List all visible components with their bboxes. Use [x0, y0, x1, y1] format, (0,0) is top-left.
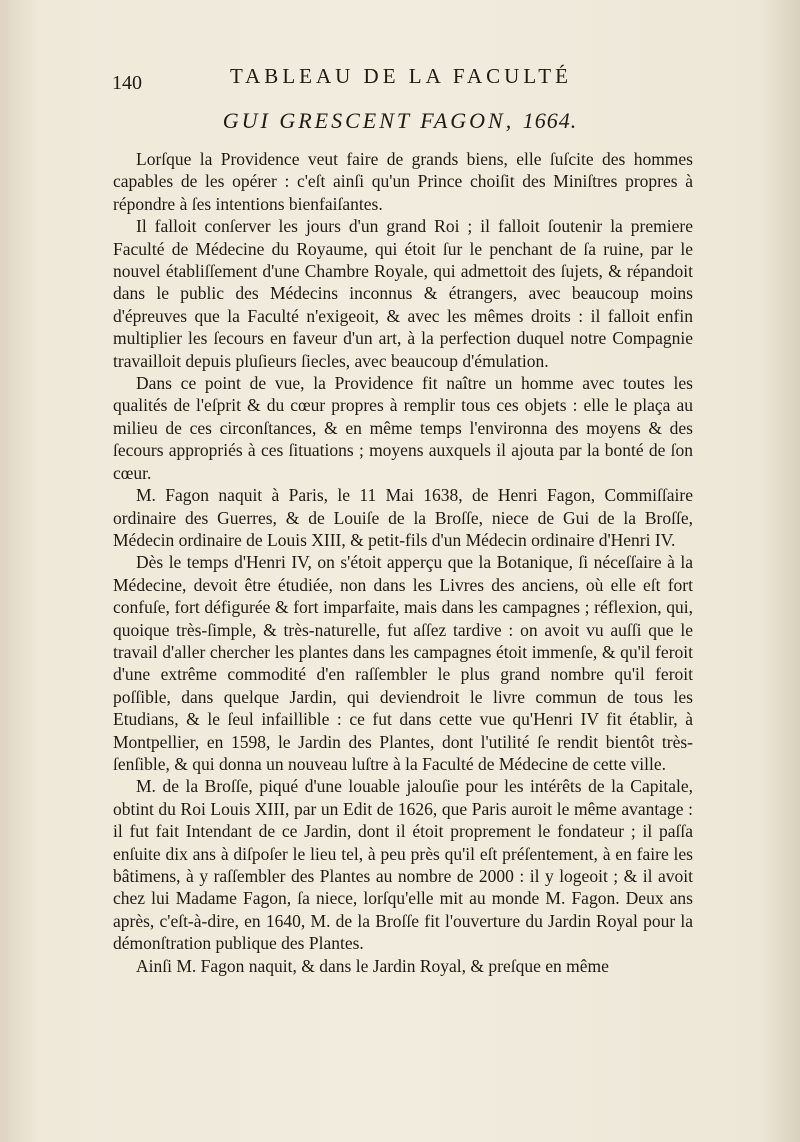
section-title — [0, 108, 800, 134]
running-head: TABLEAU DE LA FACULTÉ — [230, 64, 572, 88]
paragraph: M. Fagon naquit à Paris, le 11 Mai 1638, de Henri Fagon, Commiſſaire ordinaire des Guerres, & de Louiſe de la Broſſe, niece de Gui de la Broſſe, Médecin ordinaire de Louis XIII, & petit-fils d'un Médecin ordinaire d'Henri IV. — [113, 485, 693, 550]
section-title-name: GUI GRESCENT FAGON, — [222, 108, 515, 133]
paragraph: Lorſque la Providence veut faire de grands biens, elle ſuſcite des hommes capables de les opérer : c'eſt ainſi qu'un Prince choiſit des Miniſtres propres à répondre à ſes intentions bienfaiſantes. — [113, 149, 693, 214]
paragraph: Il falloit conſerver les jours d'un grand Roi ; il falloit ſoutenir la premiere Faculté de Médecine du Royaume, qui étoit ſur le penchant de ſa ruine, par le nouvel établiſſement d'une Chambre Royale, qui admettoit des ſujets, & répandoit dans le public des Médecins inconnus & étrangers, avec beaucoup moins d'épreuves que la Faculté n'exigeoit, & avec les mêmes droits : il falloit enfin multiplier les ſecours en faveur d'un art, à la perfection duquel notre Compagnie travailloit depuis pluſieurs ſiecles, avec beaucoup d'émulation. — [113, 216, 693, 371]
body-text — [113, 148, 693, 977]
paragraph: M. de la Broſſe, piqué d'une louable jalouſie pour les intérêts de la Capitale, obtint du Roi Louis XIII, par un Edit de 1626, que Paris auroit le même avantage : il fut fait Intendant de ce Jardin, dont il étoit proprement le fondateur ; il paſſa enſuite dix ans à diſpoſer le lieu tel, à peu près qu'il eſt préſentement, à en faire les bâtimens, à y raſſembler des Plantes au nombre de 2000 : il y logeoit ; & il avoit chez lui Madame Fagon, ſa niece, lorſqu'elle mit au monde M. Fagon. Deux ans après, c'eſt-à-dire, en 1640, M. de la Broſſe fit l'ouverture du Jardin Royal pour la démonſtration publique des Plantes. — [113, 776, 693, 954]
paragraph: Ainſi M. Fagon naquit, & dans le Jardin Royal, & preſque en même — [136, 955, 609, 976]
section-title-year: 1664. — [522, 108, 578, 133]
page-number: 140 — [112, 72, 142, 94]
paragraph: Dès le temps d'Henri IV, on s'étoit apperçu que la Botanique, ſi néceſſaire à la Médecine, devoit être étudiée, non dans les Livres des anciens, où elle eſt fort confuſe, fort défigurée & fort imparfaite, mais dans les campagnes ; réflexion, qui, quoique très-ſimple, & très-naturelle, fut aſſez tardive : on avoit vu auſſi que le travail d'aller chercher les plantes dans les campagnes étoit immenſe, & qu'il feroit d'une extrême commodité d'en raſſembler le plus grand nombre qu'il feroit poſſible, dans quelque Jardin, qui deviendroit le livre commun de tous les Etudians, & le ſeul infaillible : ce fut dans cette vue qu'Henri IV fit établir, à Montpellier, en 1598, le Jardin des Plantes, dont l'utilité ſe rendit bientôt très-ſenſible, & qui donna un nouveau luſtre à la Faculté de Médecine de cette ville. — [113, 552, 693, 774]
paragraph: Dans ce point de vue, la Providence fit naître un homme avec toutes les qualités de l'eſprit & du cœur propres à remplir tous ces objets : elle le plaça au milieu de ces circonſtances, & en même temps l'environna des moyens & des ſecours appropriés à ces ſituations ; moyens auxquels il ajouta par la bonté de ſon cœur. — [113, 373, 693, 483]
page-header — [112, 58, 672, 98]
